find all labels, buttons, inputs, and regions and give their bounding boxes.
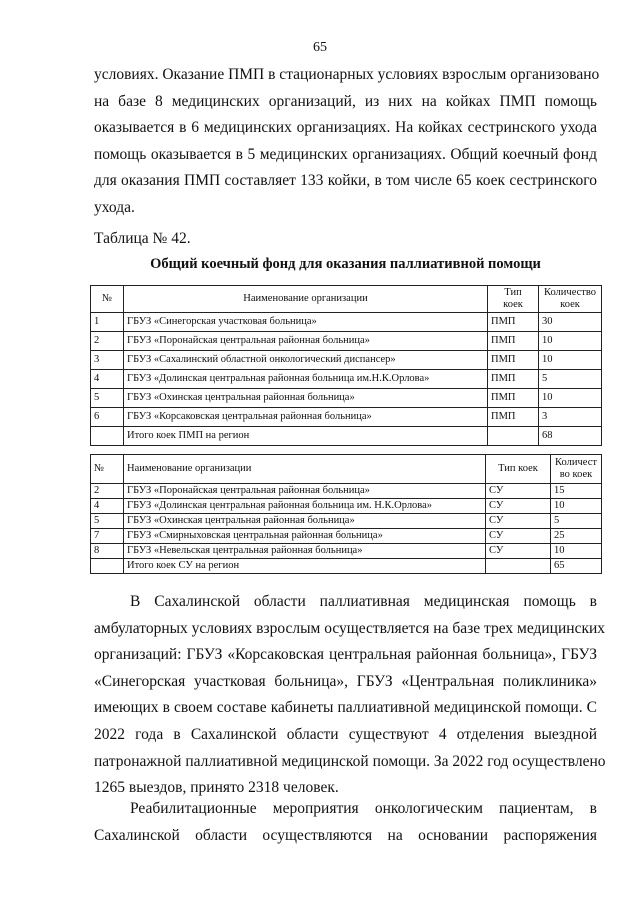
cell-qty: 25	[551, 529, 602, 544]
header-num: №	[91, 286, 124, 313]
text-line: для оказания ПМП составляет 133 койки, в том числе 65 коек сестринского	[94, 172, 597, 190]
table-row	[91, 514, 602, 529]
text-line: Реабилитационные мероприятия онкологическим пациентам, в	[130, 800, 597, 817]
cell-name: ГБУЗ «Долинская центральная районная больница им.Н.К.Орлова»	[124, 370, 488, 389]
cell-num	[91, 559, 124, 574]
cell-qty: 5	[551, 514, 602, 529]
total-value: 65	[551, 559, 602, 574]
cell-type: ПМП	[488, 351, 539, 370]
palliative-beds-table	[90, 285, 602, 446]
table-row	[91, 370, 602, 389]
cell-qty: 5	[539, 370, 602, 389]
cell-num: 5	[91, 389, 124, 408]
table-header-row	[91, 286, 602, 313]
text-line: В Сахалинской области паллиативная медицинская помощь в	[130, 593, 597, 610]
cell-name: ГБУЗ «Синегорская участковая больница»	[124, 313, 488, 332]
cell-type: ПМП	[488, 313, 539, 332]
cell-qty: 10	[539, 389, 602, 408]
nursing-beds-table	[90, 454, 602, 574]
text-line: условиях. Оказание ПМП в стационарных условиях взрослым организовано	[94, 66, 600, 83]
total-value: 68	[539, 427, 602, 446]
cell-num: 4	[91, 370, 124, 389]
rehab-paragraph	[94, 796, 597, 849]
cell-name: ГБУЗ «Долинская центральная районная больница им. Н.К.Орлова»	[124, 499, 486, 514]
text-line: патронажной паллиативной медицинской помощи. За 2022 год осуществлено	[94, 752, 606, 770]
table-label: Таблица № 42.	[94, 230, 191, 247]
table-total-row	[91, 559, 602, 574]
cell-type: ПМП	[488, 389, 539, 408]
cell-qty: 10	[539, 351, 602, 370]
table-row	[91, 484, 602, 499]
cell-name: ГБУЗ «Смирныховская центральная районная больница»	[124, 529, 486, 544]
cell-name: ГБУЗ «Поронайская центральная районная больница»	[124, 484, 486, 499]
cell-num: 2	[91, 484, 124, 499]
cell-type: СУ	[486, 529, 551, 544]
cell-type: СУ	[486, 484, 551, 499]
text-line: Сахалинской области осуществляются на основании распоряжения	[94, 826, 597, 844]
table-title: Общий коечный фонд для оказания паллиативной помощи	[150, 256, 541, 272]
intro-paragraph	[94, 62, 600, 222]
cell-name: ГБУЗ «Охинская центральная районная больница»	[124, 389, 488, 408]
cell-type	[486, 559, 551, 574]
text-line: на базе 8 медицинских организаций, из них на койках ПМП помощь	[94, 92, 597, 110]
cell-qty: 10	[551, 544, 602, 559]
text-line: 2022 года в Сахалинской области существуют 4 отделения выездной	[94, 725, 597, 743]
table-row	[91, 313, 602, 332]
cell-type: СУ	[486, 499, 551, 514]
cell-num: 3	[91, 351, 124, 370]
cell-qty: 30	[539, 313, 602, 332]
text-line: организаций: ГБУЗ «Корсаковская центральная районная больница», ГБУЗ	[94, 646, 597, 664]
cell-type: ПМП	[488, 332, 539, 351]
cell-num: 2	[91, 332, 124, 351]
cell-name: ГБУЗ «Поронайская центральная районная больница»	[124, 332, 488, 351]
cell-name: ГБУЗ «Сахалинский областной онкологический диспансер»	[124, 351, 488, 370]
table-header-row	[91, 455, 602, 484]
header-type: Тип коек	[488, 286, 539, 313]
cell-name: ГБУЗ «Невельская центральная районная больница»	[124, 544, 486, 559]
header-num: №	[91, 455, 124, 484]
cell-qty: 3	[539, 408, 602, 427]
table-row	[91, 351, 602, 370]
header-qty: Количество коек	[539, 286, 602, 313]
cell-num: 8	[91, 544, 124, 559]
cell-num: 4	[91, 499, 124, 514]
cell-name: ГБУЗ «Корсаковская центральная районная больница»	[124, 408, 488, 427]
table-row	[91, 408, 602, 427]
cell-num: 6	[91, 408, 124, 427]
table-row	[91, 499, 602, 514]
cell-num: 1	[91, 313, 124, 332]
table-total-row	[91, 427, 602, 446]
table-row	[91, 332, 602, 351]
text-line: имеющих в своем составе кабинеты паллиативной медицинской помощи. С	[94, 699, 597, 717]
cell-num: 5	[91, 514, 124, 529]
cell-qty: 10	[539, 332, 602, 351]
cell-num: 7	[91, 529, 124, 544]
cell-type: СУ	[486, 544, 551, 559]
table-row	[91, 389, 602, 408]
table-row	[91, 529, 602, 544]
cell-num	[91, 427, 124, 446]
cell-qty: 15	[551, 484, 602, 499]
text-line: помощь оказывается в 5 медицинских организациях. Общий коечный фонд	[94, 145, 597, 163]
cell-name: ГБУЗ «Охинская центральная районная больница»	[124, 514, 486, 529]
text-line: оказывается в 6 медицинских организациях. На койках сестринского ухода	[94, 119, 597, 137]
text-line: амбулаторных условиях взрослым осуществляется на базе трех медицинских	[94, 619, 606, 637]
cell-type: СУ	[486, 514, 551, 529]
header-type: Тип коек	[486, 455, 551, 484]
outpatient-paragraph	[94, 589, 606, 802]
text-line: 1265 выездов, принято 2318 человек.	[94, 779, 339, 797]
page-number: 65	[313, 40, 327, 55]
cell-type	[488, 427, 539, 446]
text-line: «Синегорская участковая больница», ГБУЗ «Центральная поликлиника»	[94, 672, 597, 690]
header-name: Наименование организации	[124, 455, 486, 484]
cell-qty: 10	[551, 499, 602, 514]
cell-type: ПМП	[488, 408, 539, 427]
header-name: Наименование организации	[124, 286, 488, 313]
cell-type: ПМП	[488, 370, 539, 389]
total-label: Итого коек ПМП на регион	[124, 427, 488, 446]
total-label: Итого коек СУ на регион	[124, 559, 486, 574]
table-row	[91, 544, 602, 559]
header-qty: Количест во коек	[551, 455, 602, 484]
text-line: ухода.	[94, 198, 135, 216]
